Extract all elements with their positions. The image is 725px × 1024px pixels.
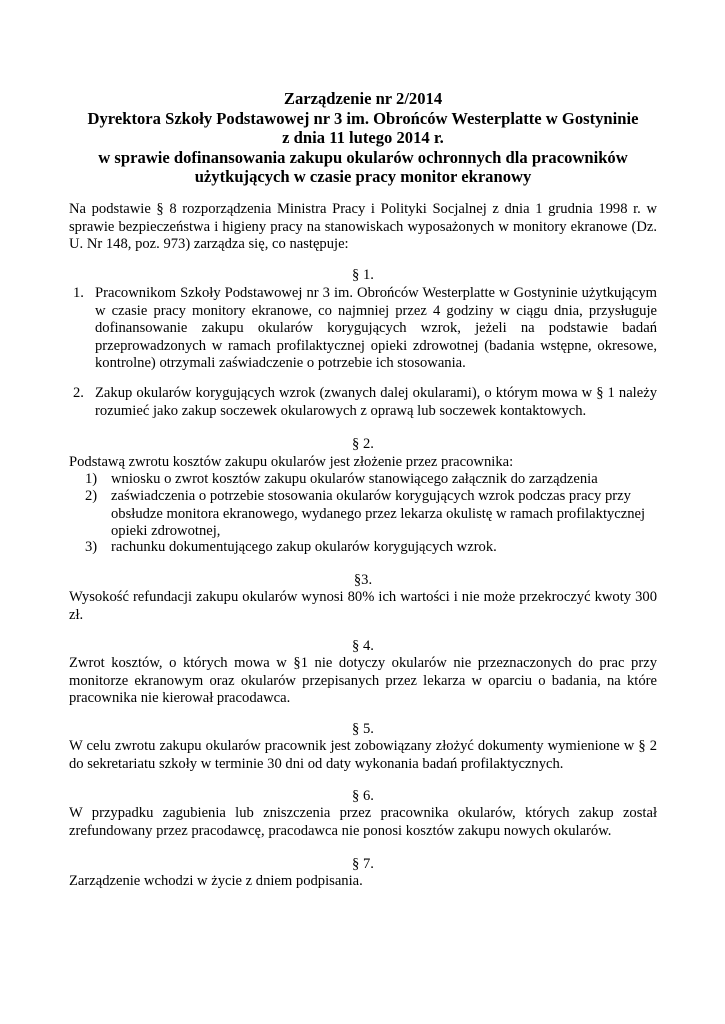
list-number: 1)	[85, 471, 98, 487]
title-line-1: Zarządzenie nr 2/2014	[283, 89, 443, 108]
section-6-text: W przypadku zagubienia lub zniszczenia przez pracownika okularów, których zakup został zrefundowany przez pracodawcę, pracodawca nie ponosi kosztów zakupu nowych okularów.	[69, 805, 657, 839]
list-text: zaświadczenia o potrzebie stosowania okularów korygujących wzrok podczas pracy przy obsłudze monitora ekranowego, wydanego przez lekarza okulistę w ramach profilaktycznej opieki zdrowotnej,	[111, 488, 646, 540]
list-number: 2)	[85, 488, 98, 504]
preamble: Na podstawie § 8 rozporządzenia Ministra Pracy i Polityki Socjalnej z dnia 1 grudnia 1998 r. w sprawie bezpieczeństwa i higieny pracy na stanowiskach wyposażonych w monitory ekranowe (Dz. U. Nr 148, poz. 973) zarządza się, co następuje:	[69, 201, 657, 253]
title-line-2: Dyrektora Szkoły Podstawowej nr 3 im. Obrońców Westerplatte w Gostyninie	[87, 108, 639, 128]
list-number: 2.	[73, 385, 84, 401]
list-text: Pracownikom Szkoły Podstawowej nr 3 im. Obrońców Westerplatte w Gostyninie użytkującym w czasie pracy monitory ekranowe, co najmniej przez 4 godziny w ciągu dnia, przysługuje dofinansowanie zakupu okularów korygujących wzrok, jeżeli na podstawie badań przeprowadzonych w ramach profilaktycznej opieki zdrowotnej (badania wstępne, okresowe, kontrolne) otrzymali zaświadczenie o potrzebie ich stosowania.	[95, 285, 657, 372]
title-line-4: w sprawie dofinansowania zakupu okularów ochronnych dla pracowników	[98, 147, 628, 167]
section-3-heading: §3.	[353, 572, 373, 588]
section-6-heading: § 6.	[352, 788, 374, 804]
list-number: 1.	[73, 285, 84, 301]
section-2-intro: Podstawą zwrotu kosztów zakupu okularów jest złożenie przez pracownika:	[69, 454, 514, 470]
list-text: rachunku dokumentującego zakup okularów korygujących wzrok.	[111, 539, 497, 555]
section-5-heading: § 5.	[352, 721, 374, 737]
title-line-5: użytkujących w czasie pracy monitor ekranowy	[194, 167, 532, 187]
title-line-3: z dnia 11 lutego 2014 r.	[282, 128, 444, 148]
section-4-text: Zwrot kosztów, o których mowa w §1 nie dotyczy okularów nie przeznaczonych do prac przy monitorze ekranowym oraz okularów przepisanych przez lekarza w oparciu o badania, na które pracownika nie kierował pracodawca.	[69, 655, 657, 707]
section-4-heading: § 4.	[352, 638, 374, 654]
section-1-heading: § 1.	[352, 267, 374, 283]
section-2-heading: § 2.	[352, 436, 374, 452]
section-5-text: W celu zwrotu zakupu okularów pracownik jest zobowiązany złożyć dokumenty wymienione w § 2 do sekretariatu szkoły w terminie 30 dni od daty wykonania badań profilaktycznych.	[69, 738, 657, 772]
document-title	[70, 89, 656, 187]
list-text: Zakup okularów korygujących wzrok (zwanych dalej okularami), o którym mowa w § 1 należy rozumieć jako zakup soczewek okularowych z oprawą lub soczewek kontaktowych.	[95, 385, 657, 419]
section-7-text: Zarządzenie wchodzi w życie z dniem podpisania.	[69, 873, 363, 889]
list-number: 3)	[85, 539, 98, 555]
list-text: wniosku o zwrot kosztów zakupu okularów stanowiącego załącznik do zarządzenia	[111, 471, 598, 487]
section-3-text: Wysokość refundacji zakupu okularów wynosi 80% ich wartości i nie może przekroczyć kwoty 300 zł.	[69, 589, 657, 623]
section-7-heading: § 7.	[352, 856, 374, 872]
